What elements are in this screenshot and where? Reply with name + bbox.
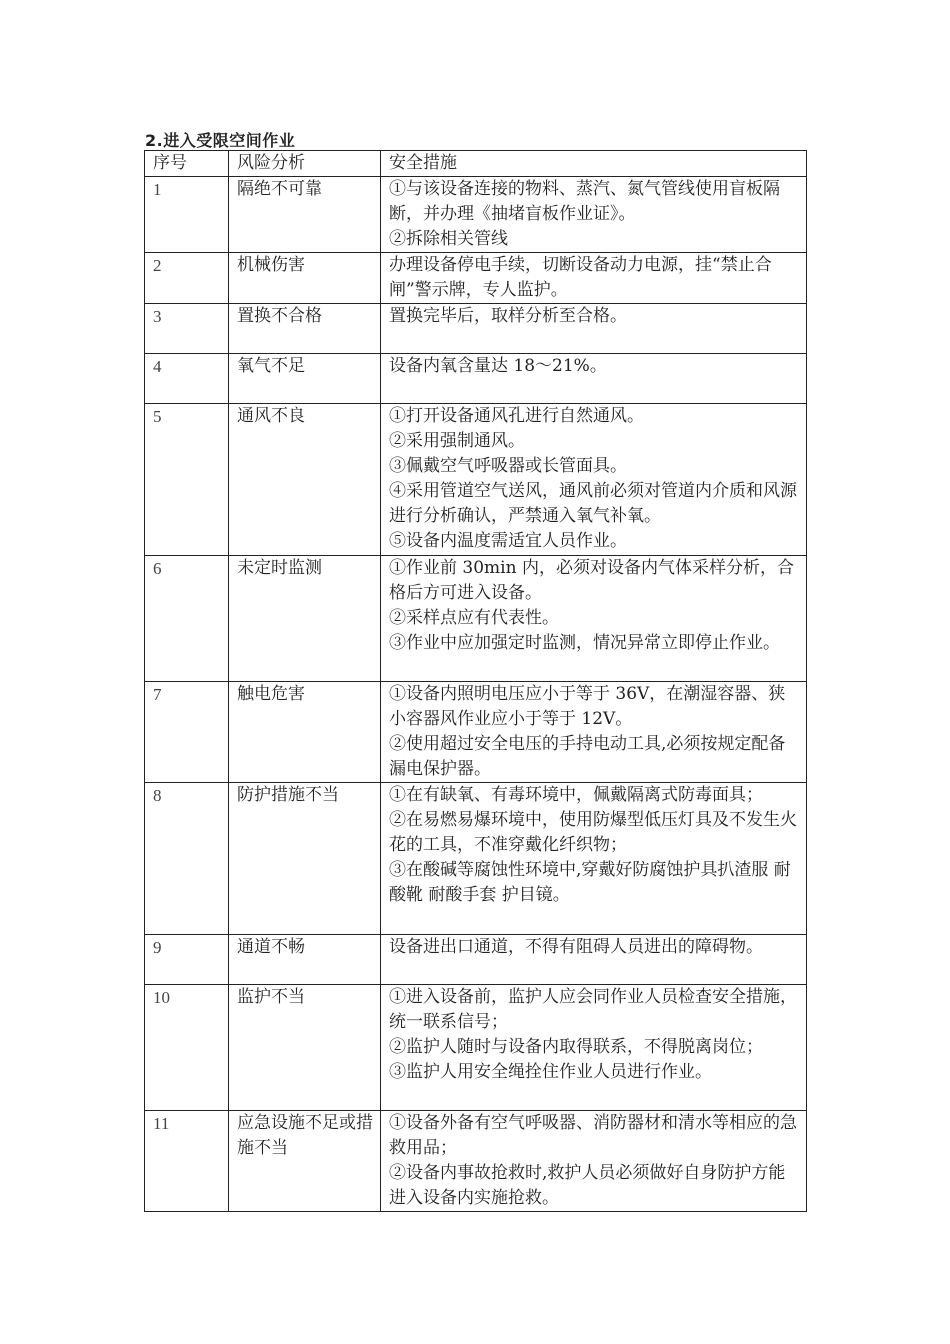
table-row bbox=[145, 935, 807, 985]
row-number: 6 bbox=[145, 556, 229, 682]
risk-analysis: 监护不当 bbox=[229, 985, 381, 1111]
measure-item: ①进入设备前，监护人应会同作业人员检查安全措施，统一联系信号； bbox=[389, 987, 797, 1032]
measure-item: ③作业中应加强定时监测，情况异常立即停止作业。 bbox=[389, 633, 780, 653]
risk-analysis: 未定时监测 bbox=[229, 556, 381, 682]
risk-measures-table bbox=[144, 150, 807, 1212]
measure-item: ②拆除相关管线 bbox=[389, 229, 508, 249]
risk-analysis: 置换不合格 bbox=[229, 304, 381, 354]
safety-measures bbox=[381, 404, 807, 556]
row-number: 1 bbox=[145, 177, 229, 253]
measure-item: ②采样点应有代表性。 bbox=[389, 608, 559, 628]
table-header-row bbox=[145, 151, 807, 177]
measure-item: ①与该设备连接的物料、蒸汽、氮气管线使用盲板隔断，并办理《抽堵盲板作业证》。 bbox=[389, 179, 780, 224]
row-number: 3 bbox=[145, 304, 229, 354]
row-number: 4 bbox=[145, 354, 229, 404]
safety-measures bbox=[381, 985, 807, 1111]
safety-measures bbox=[381, 177, 807, 253]
header-cell-measures: 安全措施 bbox=[381, 151, 807, 177]
row-number: 7 bbox=[145, 682, 229, 783]
safety-measures bbox=[381, 304, 807, 354]
measure-item: ②在易燃易爆环境中，使用防爆型低压灯具及不发生火花的工具，不准穿戴化纤织物； bbox=[389, 810, 797, 855]
table-row bbox=[145, 985, 807, 1111]
row-number: 8 bbox=[145, 783, 229, 935]
row-number: 11 bbox=[145, 1111, 229, 1212]
table-row bbox=[145, 354, 807, 404]
risk-analysis: 氧气不足 bbox=[229, 354, 381, 404]
row-number: 10 bbox=[145, 985, 229, 1111]
measure-item: ④采用管道空气送风，通风前必须对管道内介质和风源进行分析确认，严禁通入氧气补氧。 bbox=[389, 481, 797, 526]
safety-measures bbox=[381, 935, 807, 985]
safety-measures bbox=[381, 253, 807, 304]
measure-item: ①在有缺氧、有毒环境中，佩戴隔离式防毒面具； bbox=[389, 785, 763, 805]
table-row bbox=[145, 556, 807, 682]
measure-item: 置换完毕后，取样分析至合格。 bbox=[389, 306, 627, 326]
measure-item: ②采用强制通风。 bbox=[389, 431, 525, 451]
table-row bbox=[145, 682, 807, 783]
safety-measures bbox=[381, 682, 807, 783]
safety-measures bbox=[381, 556, 807, 682]
measure-item: ③佩戴空气呼吸器或长管面具。 bbox=[389, 456, 627, 476]
measure-item: ①打开设备通风孔进行自然通风。 bbox=[389, 406, 644, 426]
risk-analysis: 应急设施不足或措施不当 bbox=[229, 1111, 381, 1212]
risk-analysis: 隔绝不可靠 bbox=[229, 177, 381, 253]
safety-measures bbox=[381, 1111, 807, 1212]
risk-analysis: 通风不良 bbox=[229, 404, 381, 556]
measure-item: ①作业前 30min 内，必须对设备内气体采样分析，合格后方可进入设备。 bbox=[389, 558, 794, 603]
measure-item: ⑤设备内温度需适宜人员作业。 bbox=[389, 531, 627, 551]
table-row bbox=[145, 783, 807, 935]
risk-analysis: 防护措施不当 bbox=[229, 783, 381, 935]
header-cell-no: 序号 bbox=[145, 151, 229, 177]
measure-item: ②设备内事故抢救时,救护人员必须做好自身防护方能进入设备内实施抢救。 bbox=[389, 1163, 786, 1208]
measure-item: 办理设备停电手续，切断设备动力电源，挂“禁止合闸”警示牌，专人监护。 bbox=[389, 255, 772, 300]
table-row bbox=[145, 304, 807, 354]
measure-item: ①设备外备有空气呼吸器、消防器材和清水等相应的急救用品； bbox=[389, 1113, 797, 1158]
risk-analysis: 通道不畅 bbox=[229, 935, 381, 985]
table-row bbox=[145, 253, 807, 304]
measure-item: ③监护人用安全绳拴住作业人员进行作业。 bbox=[389, 1062, 712, 1082]
safety-measures bbox=[381, 783, 807, 935]
measure-item: ②监护人随时与设备内取得联系，不得脱离岗位； bbox=[389, 1037, 763, 1057]
table-row bbox=[145, 177, 807, 253]
section-title: 2.进入受限空间作业 bbox=[145, 131, 296, 150]
safety-measures bbox=[381, 354, 807, 404]
risk-analysis: 机械伤害 bbox=[229, 253, 381, 304]
row-number: 9 bbox=[145, 935, 229, 985]
table-row bbox=[145, 404, 807, 556]
measure-item: ②使用超过安全电压的手持电动工具,必须按规定配备漏电保护器。 bbox=[389, 734, 786, 779]
measure-item: 设备进出口通道，不得有阻碍人员进出的障碍物。 bbox=[389, 937, 763, 957]
measure-item: ①设备内照明电压应小于等于 36V，在潮湿容器、狭小容器风作业应小于等于 12V。 bbox=[389, 684, 786, 729]
measure-item: ③在酸碱等腐蚀性环境中,穿戴好防腐蚀护具扒渣服 耐酸靴 耐酸手套 护目镜。 bbox=[389, 860, 791, 905]
measure-item: 设备内氧含量达 18～21%。 bbox=[389, 356, 607, 376]
row-number: 2 bbox=[145, 253, 229, 304]
risk-analysis: 触电危害 bbox=[229, 682, 381, 783]
row-number: 5 bbox=[145, 404, 229, 556]
header-cell-risk: 风险分析 bbox=[229, 151, 381, 177]
table-row bbox=[145, 1111, 807, 1212]
